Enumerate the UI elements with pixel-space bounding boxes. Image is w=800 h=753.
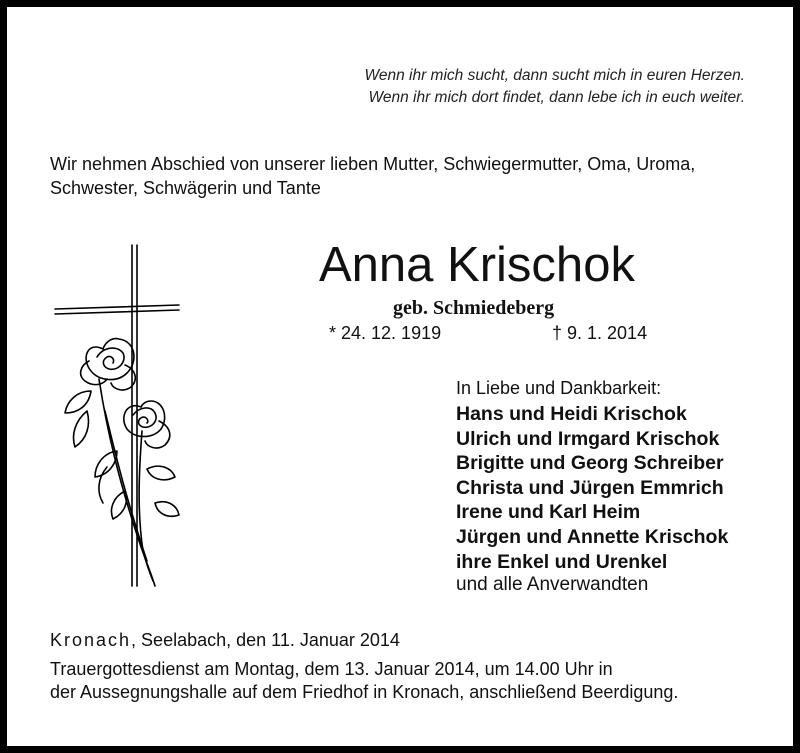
mourners-intro: In Liebe und Dankbarkeit: [456,378,662,398]
place-and-date [50,628,400,652]
quote-line-2: Wenn ihr mich dort findet, dann lebe ich in euch weiter. [368,89,745,106]
birth-date: * 24. 12. 1919 [329,323,442,343]
intro-line-2: Schwester, Schwägerin und Tante [50,178,321,198]
relatives-line: und alle Anverwandten [456,574,649,595]
city-name: Kronach [50,630,132,650]
mourner-name: Jürgen und Annette Krischok [456,525,729,548]
mourner-name: Brigitte und Georg Schreiber [456,452,724,475]
funeral-line-2: der Aussegnungshalle auf dem Friedhof in Kronach, anschließend Beerdigung. [50,682,679,702]
funeral-info [50,658,678,704]
intro-line-1: Wir nehmen Abschied von unserer lieben Mutter, Schwiegermutter, Oma, Uroma, [50,154,696,174]
farewell-intro [50,152,695,200]
mourner-name: Christa und Jürgen Emmrich [456,476,724,499]
cross-with-roses-icon [47,241,187,601]
mourner-name: Hans und Heidi Krischok [456,403,687,425]
mourner-name: Irene und Karl Heim [456,501,641,524]
funeral-line-1: Trauergottesdienst am Montag, dem 13. Januar 2014, um 14.00 Uhr in [50,659,613,679]
quote-line-1: Wenn ihr mich sucht, dann sucht mich in euren Herzen. [364,67,745,84]
memorial-quote [364,65,745,109]
place-date-rest: , Seelabach, den 11. Januar 2014 [131,630,400,650]
maiden-name: geb. Schmiedeberg [393,297,555,319]
mourner-name: ihre Enkel und Urenkel [456,550,668,573]
mourners-list [456,402,728,574]
death-date: † 9. 1. 2014 [552,323,648,343]
mourner-name: Ulrich und Irmgard Krischok [456,427,720,450]
deceased-name: Anna Krischok [319,238,635,292]
